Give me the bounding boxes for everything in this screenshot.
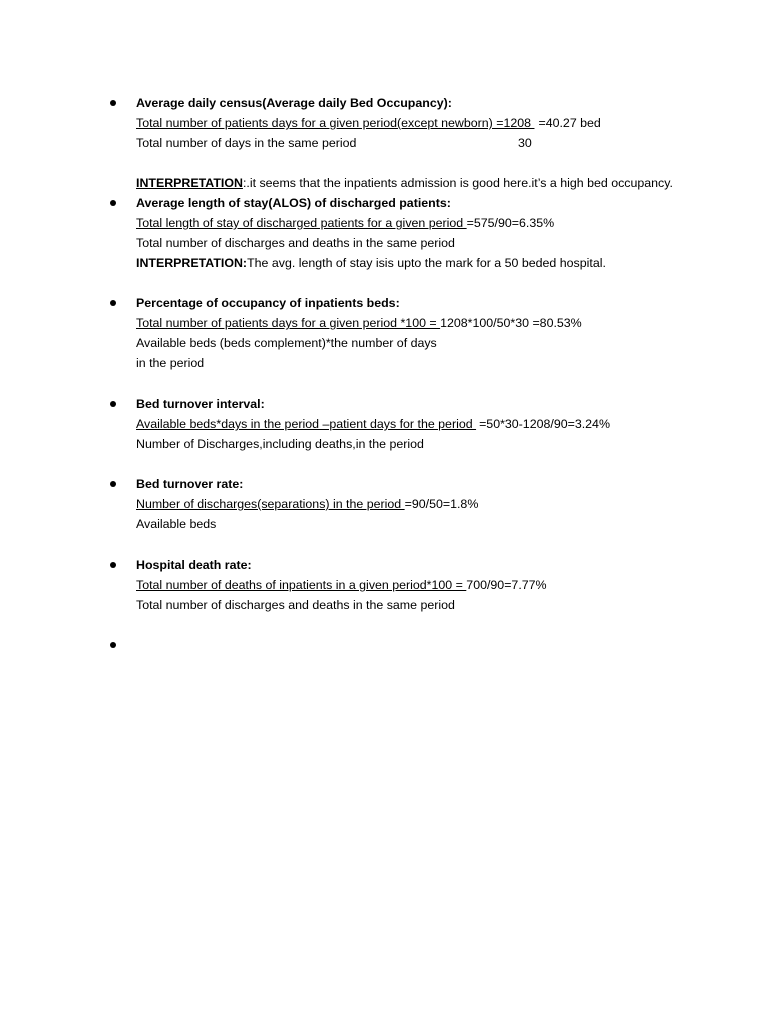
- turnover-rate-formula-line: [136, 497, 478, 511]
- turnover-interval-numerator: Available beds*days in the period –patient days for the period: [136, 417, 477, 431]
- census-denominator: Total number of days in the same period: [136, 136, 357, 150]
- occupancy-denominator-1: Available beds (beds complement)*the number of days: [136, 336, 437, 350]
- alos-numerator: Total length of stay of discharged patients for a given period: [136, 216, 467, 230]
- alos-formula-line: [136, 216, 554, 230]
- alos-interp-label: INTERPRETATION:: [136, 256, 248, 270]
- turnover-rate-heading: Bed turnover rate:: [136, 477, 244, 491]
- turnover-rate-result: =90/50=1.8%: [404, 497, 479, 511]
- alos-interpretation: [136, 256, 606, 270]
- turnover-interval-formula-line: [136, 417, 610, 431]
- turnover-interval-result: =50*30-1208/90=3.24%: [479, 417, 610, 431]
- alos-denominator: Total number of discharges and deaths in the same period: [136, 236, 455, 250]
- bullet-empty: [110, 642, 116, 648]
- death-rate-formula-line: [136, 578, 547, 592]
- bullet-occupancy: [110, 300, 116, 306]
- census-denominator-value: 30: [518, 136, 532, 150]
- bullet-turnover-interval: [110, 401, 116, 407]
- alos-heading: Average length of stay(ALOS) of discharged patients:: [136, 196, 451, 210]
- census-interp-text: :.it seems that the inpatients admission is good here.it’s a high bed occupancy.: [242, 176, 673, 190]
- occupancy-heading: Percentage of occupancy of inpatients beds:: [136, 296, 400, 310]
- alos-interp-text: The avg. length of stay isis upto the mark for a 50 beded hospital.: [247, 256, 606, 270]
- occupancy-denominator-2: in the period: [136, 356, 205, 370]
- turnover-interval-denominator: Number of Discharges,including deaths,in the period: [136, 437, 424, 451]
- bullet-turnover-rate: [110, 481, 116, 487]
- death-rate-result: 700/90=7.77%: [466, 578, 547, 592]
- census-interp-label: INTERPRETATION: [136, 176, 243, 190]
- occupancy-result: 1208*100/50*30 =80.53%: [440, 316, 582, 330]
- death-rate-heading: Hospital death rate:: [136, 558, 252, 572]
- bullet-alos: [110, 200, 116, 206]
- census-result: =40.27 bed: [538, 116, 601, 130]
- census-numerator: Total number of patients days for a given period(except newborn) =1208: [136, 116, 535, 130]
- census-interpretation: [136, 176, 673, 190]
- death-rate-denominator: Total number of discharges and deaths in the same period: [136, 598, 455, 612]
- turnover-rate-denominator: Available beds: [136, 517, 217, 531]
- occupancy-formula-line: [136, 316, 582, 330]
- turnover-rate-numerator: Number of discharges(separations) in the period: [136, 497, 405, 511]
- census-formula-line: [136, 116, 601, 130]
- occupancy-numerator: Total number of patients days for a given period *100 =: [136, 316, 441, 330]
- bullet-census: [110, 100, 116, 106]
- alos-result: =575/90=6.35%: [466, 216, 555, 230]
- turnover-interval-heading: Bed turnover interval:: [136, 397, 265, 411]
- death-rate-numerator: Total number of deaths of inpatients in a given period*100 =: [136, 578, 467, 592]
- bullet-death-rate: [110, 562, 116, 568]
- census-heading: Average daily census(Average daily Bed Occupancy):: [136, 96, 452, 110]
